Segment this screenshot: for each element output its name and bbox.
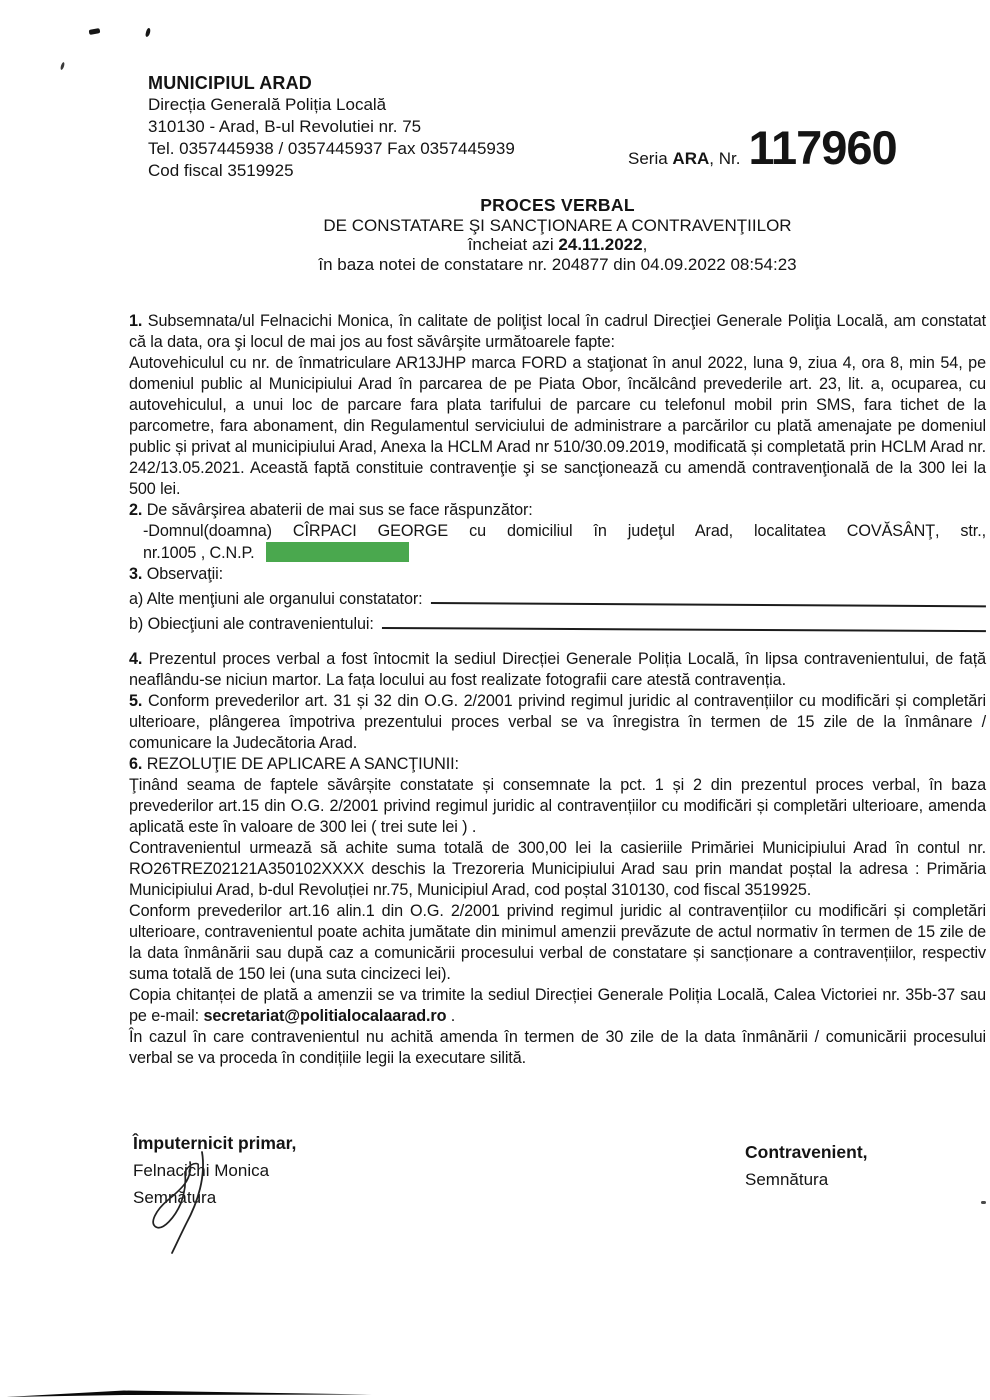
seria-value: ARA	[672, 149, 710, 168]
document-title	[129, 196, 986, 274]
organization-name: MUNICIPIUL ARAD	[148, 73, 312, 93]
section-4-number: 4.	[129, 650, 143, 668]
section-6-title	[129, 754, 986, 775]
scan-artifact	[981, 1201, 986, 1204]
section-5-number: 5.	[129, 692, 143, 710]
resolution-paragraph-1: Ţinând seama de faptele săvârșite constatate și consemnate la pct. 1 și 2 din prezentul proces verbal, în baza prevederilor art.15 din O.G. 2/2001 privind regimul juridic al contravențiilor cu modificări și completări ulterioare, amenda aplicată este în valoare de 300 lei ( trei sute lei ) .	[129, 776, 986, 836]
scan-artifact	[145, 28, 151, 38]
offender-title: Contravenient,	[745, 1142, 868, 1162]
mentions-blank-line	[431, 585, 987, 607]
objections-blank-line	[382, 610, 986, 632]
enforcement-paragraph: În cazul în care contravenientul nu achită amenda în termen de 30 zile de la data înmânării / comunicării procesului verbal se va proceda în condițiile legii la executare silită.	[129, 1028, 986, 1067]
section-2-number: 2.	[129, 501, 143, 519]
section-6-number: 6.	[129, 755, 143, 773]
section-5-text: Conform prevederilor art. 31 și 32 din O.G. 2/2001 privind regimul juridic al contravențiilor cu modificări și completări ulterioare, plângerea împotriva prezentului proces verbal se va înregistra în termen de 15 zile de la înmânare / comunicare la Judecătoria Arad.	[129, 692, 986, 752]
date-prefix: încheiat azi	[467, 235, 559, 254]
section-3-number: 3.	[129, 565, 143, 583]
section-4-paragraph	[129, 649, 986, 691]
offender-signature-label: Semnătura	[745, 1170, 829, 1189]
scan-artifact	[89, 28, 101, 35]
section-1-facts: Autovehiculul cu nr. de înmatriculare AR13JHP marca FORD a staţionat în anul 2022, luna 9, ziua 4, ora 8, min 54, pe domeniul public al Municipiului Arad în parcarea de pe Piata Obor, încălcând prevederile art. 23, lit. a, ocuparea, cu autovehiculul, a unui loc de parcare fara plata tarifului de parcare cu telefonul mobil prin SMS, fara tichet de la parcometre, fara abonament, din Regulamentul serviciului de administrare a parcărilor cu plată amenajate pe domeniul public și privat al municipiului Arad, Anexa la HCLM Arad nr 510/30.09.2019, modificată și completată prin HCLM Arad nr. 242/13.05.2021. Această faptă constituie contravenţie şi se sancţionează cu amendă contravenţională de la 300 lei la 500 lei.	[129, 354, 986, 498]
section-6-title-text: REZOLUŢIE DE APLICARE A SANCŢIUNII:	[146, 755, 459, 773]
document-body	[129, 311, 986, 1069]
offender-line-2	[129, 542, 986, 564]
section-1-intro-text: Subsemnata/ul Felnacichi Monica, în calitate de poliţist local în cadrul Direcţiei Generale Poliţia Locală, am constatat că la data, ora şi locul de mai jos au fost săvârşite următoarele fapte:	[129, 312, 986, 351]
offender-signature-block	[745, 1138, 868, 1194]
mentions-label: a) Alte menţiuni ale organului constatator:	[129, 590, 423, 608]
department-name: Direcția Generală Poliția Locală	[148, 95, 387, 114]
section-2-intro-text: De săvârşirea abaterii de mai sus se face răspunzător:	[146, 501, 533, 519]
email-address: secretariat@politialocalaarad.ro	[203, 1007, 447, 1025]
seria-word: Seria	[628, 149, 673, 168]
section-2-intro	[129, 500, 986, 521]
section-4-text: Prezentul proces verbal a fost întocmit la sediul Direcției Generale Poliția Locală, în lipsa contravenientului, de față neaflându-se niciun martor. La fața locului au fost realizate fotografii care atestă contravenția.	[129, 650, 986, 689]
title-line-2: DE CONSTATARE ŞI SANCŢIONARE A CONTRAVENŢIILOR	[323, 215, 792, 235]
section-1-intro	[129, 311, 986, 353]
section-3-title	[129, 564, 986, 585]
section-1-number: 1.	[129, 312, 143, 330]
series-label	[628, 149, 740, 169]
cnp-redaction-box	[266, 542, 409, 562]
phone-line: Tel. 0357445938 / 0357445937 Fax 0357445939	[148, 139, 515, 158]
date-suffix: ,	[642, 235, 648, 254]
section-3-title-text: Observaţii:	[146, 565, 223, 583]
resolution-paragraph-3: Conform prevederilor art.16 alin.1 din O.G. 2/2001 privind regimul juridic al contravențiilor cu modificări și completări ulterioare, contravenientul poate achita jumătate din minimul amenzii prevăzute de actul normativ în termen de 15 zile de la data înmânării sau după caz a comunicării procesului verbal de constatare și sancționare a contravențiilor, respectiv suma totală de 150 lei (una suta cincizeci lei).	[129, 902, 986, 983]
title-line-4: în baza notei de constatare nr. 204877 din 04.09.2022 08:54:23	[318, 254, 797, 274]
scan-artifact	[60, 62, 65, 71]
document-date: 24.11.2022	[558, 235, 643, 254]
receipt-copy-suffix: .	[446, 1007, 456, 1025]
officer-signature-label: Semnătura	[133, 1188, 217, 1207]
series-number	[628, 121, 897, 174]
handwritten-signature	[140, 1146, 230, 1256]
officer-name: Felnacichi Monica	[133, 1161, 270, 1180]
title-line-3	[129, 235, 986, 255]
offender-line-1: -Domnul(doamna) CÎRPACI GEORGE cu domiciliul în judeţul Arad, localitatea COVĂSÂNŢ, str.,	[143, 522, 986, 540]
resolution-paragraph-2: Contravenientul urmează să achite suma totală de 300,00 lei la casieriile Primăriei Municipiului Arad în contul nr. RO26TREZ02121A350102XXXX deschis la Trezoreria Municipiului Arad sau prin mandat poștal la adresa : Primăria Municipiului Arad, b-dul Revoluției nr.75, Municipiul Arad, cod poștal 310130, cod fiscal 3519925.	[129, 839, 986, 899]
section-5-paragraph	[129, 691, 986, 754]
title-line-1: PROCES VERBAL	[480, 195, 635, 215]
fiscal-code-line: Cod fiscal 3519925	[148, 161, 294, 180]
scan-edge-artifact	[4, 1386, 384, 1400]
mentions-field-row	[129, 585, 986, 610]
receipt-copy-paragraph	[129, 985, 986, 1027]
nr-word: , Nr.	[709, 149, 741, 168]
cnp-label: nr.1005 , C.N.P.	[143, 544, 255, 562]
address-line: 310130 - Arad, B-ul Revolutiei nr. 75	[148, 117, 422, 136]
officer-title: Împuternicit primar,	[133, 1133, 297, 1153]
objections-field-row	[129, 610, 986, 635]
letterhead	[148, 72, 515, 182]
objections-label: b) Obiecţiuni ale contravenientului:	[129, 615, 374, 633]
receipt-copy-text: Copia chitanței de plată a amenzii se va trimite la sediul Direcției Generale Poliția Locală, Calea Victoriei nr. 35b-37 sau pe e-mail:	[129, 986, 986, 1025]
document-number: 117960	[748, 121, 897, 174]
